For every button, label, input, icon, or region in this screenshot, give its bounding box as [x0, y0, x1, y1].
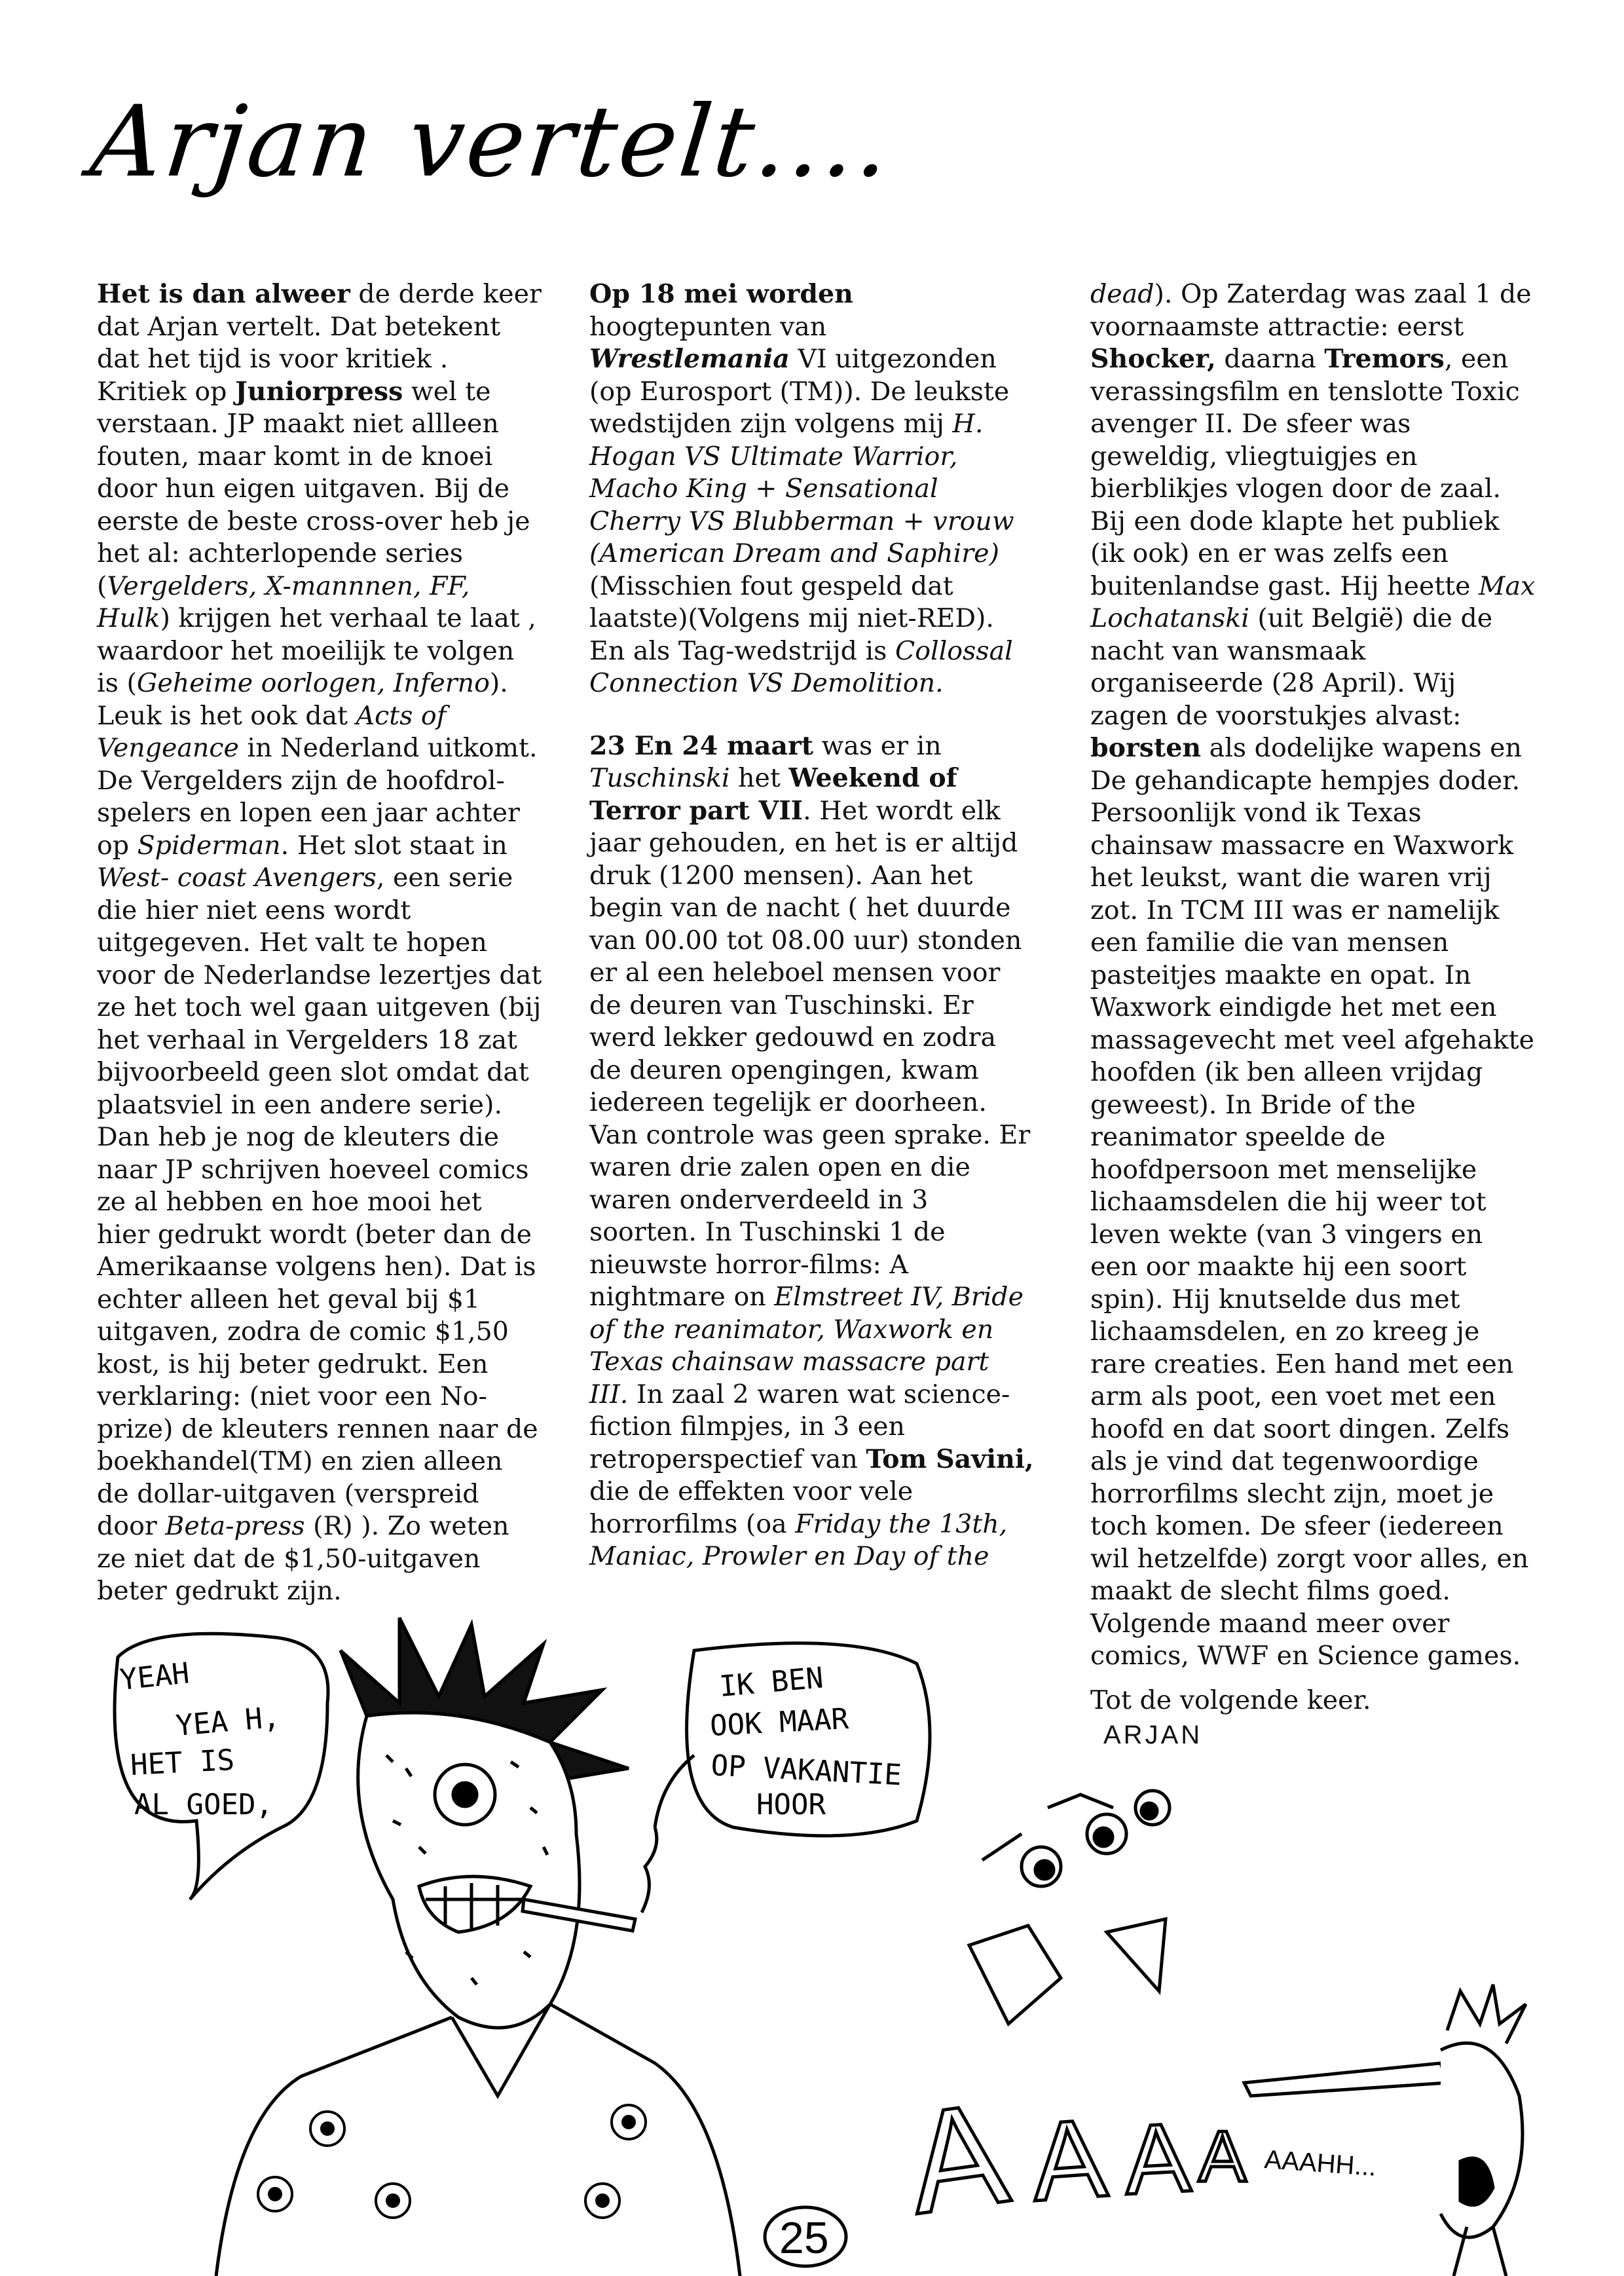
- text-run: als dodelijke wapens en De gehandicapte hempjes doder. Persoonlijk vond ik Texas chainsaw massacre en Waxwork het leukst, want die waren vrij zot. In TCM III was er namelijk een familie die van mensen pasteitjes maakte en opat. In Waxwork eindigde het met een massagevecht met veel afgehakte hoofden (ik ben alleen vrijdag geweest). In Bride of the reanimator speelde de hoofdpersoon met menselijke lichaamsdelen die hij weer tot leven wekte (van 3 vingers en een oor maakte hij een soort spin). Hij knutselde dus met lichaamsdelen, en zo kreeg je rare creaties. Een hand met een arm als poot, een voet met een hoofd en dat soort dingen. Zelfs als je vind dat tegenwoordige horrorfilms slecht zijn, moet je toch komen. De sfeer (iedereen wil hetzelfde) zorgt voor alles, en maakt de slecht films goed. Volgende maand meer over comics, WWF en Science games.: [1090, 733, 1534, 1671]
- text-run: het: [729, 763, 789, 793]
- scream-tail: AAAHH...: [1263, 2145, 1378, 2182]
- text-run: Collossal Connection VS Demolition.: [589, 635, 1013, 698]
- text-run: in Nederland uitkomt. De Vergelders zijn de hoofdrol-spelers en lopen een jaar achter op: [97, 733, 538, 861]
- page-number: [765, 2207, 846, 2266]
- right-speech-bubble: [655, 1643, 930, 1836]
- text-run: Tom Savini,: [866, 1444, 1034, 1474]
- signature: ARJAN: [1103, 1721, 1203, 1749]
- text-run: Vergelders, X-mannnen, FF, Hulk: [97, 570, 470, 633]
- bubble-right-line-4: HOOR: [756, 1788, 826, 1821]
- scream-a-3: A: [1121, 2101, 1193, 2215]
- text-run: dead: [1090, 279, 1154, 309]
- text-run: Shocker,: [1090, 344, 1216, 374]
- scream-a-1: A: [898, 2071, 1016, 2245]
- text-run: ) krijgen het verhaal te laat , waardoor het moeilijk te volgen is (: [97, 603, 536, 698]
- closing-line: Tot de volgende keer.: [1090, 1685, 1371, 1715]
- text-run: Weekend of Terror part VII: [589, 763, 957, 826]
- bubble-right-line-1: IK BEN: [718, 1661, 825, 1704]
- scream-a-2: A: [1027, 2095, 1111, 2225]
- text-run: . Het slot staat in: [280, 830, 507, 861]
- text-run: Wrestlemania: [589, 344, 790, 374]
- text-run: Tremors: [1324, 344, 1445, 374]
- text-run: daarna: [1215, 344, 1325, 374]
- text-run: (R) ). Zo weten ze niet dat de $1,50-uitgaven beter gedrukt zijn.: [97, 1511, 509, 1606]
- text-run: VI uitgezonden (op Eurosport (TM)). De leukste wedstijden zijn volgens mij: [589, 344, 1010, 439]
- bubble-left-line-3: HET IS: [129, 1743, 236, 1782]
- text-run: Op 18 mei worden: [589, 279, 853, 309]
- text-run: (uit België) die de nacht van wansmaak organiseerde (28 April). Wij zagen de voorstukjes alvast:: [1090, 603, 1493, 731]
- scream-letters: [898, 2071, 1377, 2244]
- article-title: Arjan vertelt....: [85, 85, 898, 199]
- bubble-left-line-1: YEAH: [118, 1656, 191, 1697]
- text-run: . Het wordt elk jaar gehouden, en het is er altijd druk (1200 mensen). Aan het begin van de nacht ( het duurde van 00.00 tot 08.00 uur) stonden er al een heleboel mensen voor de deuren van Tuschinski. Er werd lekker gedouwd en zodra de deuren opengingen, kwam iedereen tegelijk er doorheen. Van controle was geen sprake. Er waren drie zalen open en die waren onderverdeeld in 3 soorten. In Tuschinski 1 de nieuwste horror-films: A nightmare on: [589, 795, 1031, 1312]
- text-run: hoogtepunten van: [589, 311, 827, 342]
- text-run: Friday the 13th, Maniac, Prowler en Day of the: [589, 1508, 1008, 1571]
- text-run: , een serie die hier niet eens wordt uitgegeven. Het valt te hopen voor de Nederlandse lezertjes dat ze het toch wel gaan uitgeven (bij het verhaal in Vergelders 18 zat bijvoorbeeld geen slot omdat dat plaatsviel in een andere serie). Dan heb je nog de kleuters die naar JP schrijven hoeveel comics ze al hebben en hoe mooi het hier gedrukt wordt (beter dan de Amerikaanse volgens hen). Dat is echter alleen het geval bij $1 uitgaven, zodra de comic $1,50 kost, is hij beter gedrukt. Een verklaring: (niet voor een No-prize) de kleuters rennen naar de boekhandel(TM) en zien alleen de dollar-uitgaven (verspreid door: [97, 863, 542, 1541]
- bubble-right-line-3: OP VAKANTIE: [710, 1749, 903, 1793]
- text-run: H. Hogan VS Ultimate Warrior, Macho King + Sensational Cherry VS Blubberman + vrouw (American Dream and Saphire): [589, 409, 1014, 569]
- text-run: Het is dan alweer: [97, 279, 350, 309]
- text-run: wel te verstaan. JP maakt niet allleen fouten, maar komt in de knoei door hun eigen uitgaven. Bij de eerste de beste cross-over heb je het al: achterlopende series (: [97, 376, 530, 601]
- bubble-left-line-2: YEA H,: [174, 1700, 282, 1743]
- bubble-left-line-4: AL GOED,: [134, 1788, 273, 1821]
- text-run: Max Lochatanski: [1090, 570, 1536, 633]
- text-run: Elmstreet IV, Bride of the reanimator, Waxwork en Texas chainsaw massacre part III.: [589, 1282, 1024, 1409]
- page-number-text: 25: [779, 2213, 829, 2263]
- text-run: 23 En 24 maart: [589, 730, 814, 761]
- left-speech-bubble: [115, 1633, 328, 1899]
- bubble-right-line-2: OOK MAAR: [709, 1702, 850, 1743]
- text-run: de derde keer dat Arjan vertelt. Dat betekent dat het tijd is voor kritiek . Kritiek op: [97, 279, 542, 407]
- text-run: was er in: [813, 730, 942, 761]
- text-run: ). Op Zaterdag was zaal 1 de voornaamste attractie: eerst: [1090, 279, 1532, 342]
- text-run: In zaal 2 waren wat science-fiction filmpjes, in 3 een retroperspectief van: [589, 1379, 1010, 1474]
- text-run: , een verassingsfilm en tenslotte Toxic avenger II. De sfeer was geweldig, vliegtuigjes en bierblikjes vlogen door de zaal. Bij een dode klapte het publiek (ik ook) en er was zelfs een buitenlandse gast. Hij heette: [1090, 344, 1520, 601]
- text-run: Spiderman: [137, 830, 281, 861]
- text-run: Beta-press: [165, 1511, 305, 1541]
- shirt-flowers: [258, 2105, 646, 2218]
- text-run: Juniorpress: [235, 376, 403, 407]
- text-run: West- coast Avengers: [97, 863, 377, 893]
- scream-a-4: A: [1198, 2116, 1247, 2197]
- text-run: die de effekten voor vele horrorfilms (oa: [589, 1476, 913, 1539]
- text-run: (Misschien fout gespeld dat laatste)(Volgens mij niet-RED). En als Tag-wedstrijd is: [589, 570, 994, 666]
- text-run: ). Leuk is het ook dat: [97, 668, 508, 731]
- text-run: Tuschinski: [589, 763, 730, 793]
- text-run: Acts of Vengeance: [97, 700, 447, 763]
- text-run: Geheime oorlogen, Inferno: [136, 668, 490, 698]
- text-run: borsten: [1090, 733, 1202, 763]
